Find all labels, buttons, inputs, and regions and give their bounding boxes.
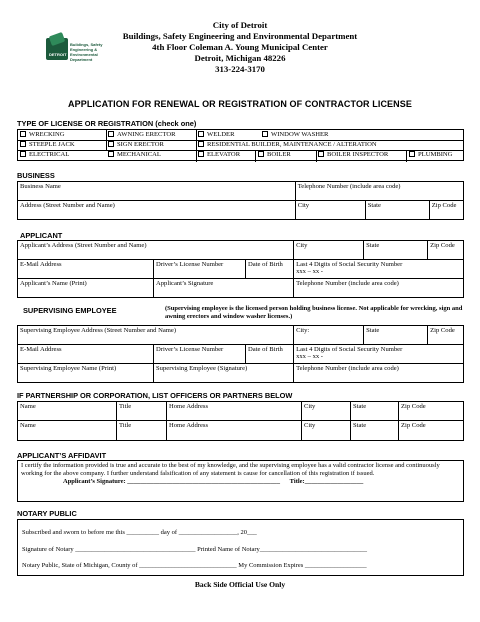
checkbox[interactable] <box>20 131 26 137</box>
applicant-state-field[interactable]: State <box>364 241 428 260</box>
officers-table <box>17 401 464 441</box>
applicant-heading: APPLICANT <box>20 231 63 240</box>
affidavit-signature-row: Applicant’s Signature: _______________________________________________ Title:__________________ <box>63 478 364 485</box>
supervising-heading: SUPERVISING EMPLOYEE <box>23 306 117 315</box>
officer-name-field[interactable]: Name <box>18 421 117 441</box>
checkbox[interactable] <box>409 151 415 157</box>
license-option-electrical[interactable]: ELECTRICAL <box>20 151 69 159</box>
supervising-drivers-license-field[interactable]: Driver’s License Number <box>154 345 246 364</box>
license-option-residential-builder[interactable]: RESIDENTIAL BUILDER, MAINTENANCE / ALTERATION <box>198 141 377 149</box>
footer-note: Back Side Official Use Only <box>194 580 286 589</box>
header-city: City of Detroit <box>212 20 268 30</box>
form-title: APPLICATION FOR RENEWAL OR REGISTRATION OF CONTRACTOR LICENSE <box>68 99 412 109</box>
officer-zip-field[interactable]: Zip Code <box>399 402 464 421</box>
supervising-note: (Supervising employee is the licensed person holding business license. Not applicable for wrecking, sign and awning erectors and window washer licenses.) <box>165 305 463 320</box>
notary-signature-line[interactable]: Signature of Notary _____________________________________ Printed Name of Notary_________________________________ <box>22 546 368 553</box>
checkbox[interactable] <box>198 131 204 137</box>
supervising-telephone-field[interactable]: Telephone Number (include area code) <box>294 364 464 383</box>
business-heading: BUSINESS <box>17 171 55 180</box>
checkbox[interactable] <box>20 151 26 157</box>
license-option-plumbing[interactable]: PLUMBING <box>409 151 452 159</box>
logo-text: Buildings, Safety Engineering & Environmental Department <box>70 42 103 62</box>
table-row <box>18 402 464 421</box>
business-name-field[interactable]: Business Name <box>18 182 296 201</box>
license-option-sign-erector[interactable]: SIGN ERECTOR <box>108 141 164 149</box>
applicant-drivers-license-field[interactable]: Driver’s License Number <box>154 260 246 279</box>
checkbox[interactable] <box>20 141 26 147</box>
license-option-steeple-jack[interactable]: STEEPLE JACK <box>20 141 75 149</box>
supervising-email-field[interactable]: E-Mail Address <box>18 345 154 364</box>
applicant-signature-field[interactable]: Applicant’s Signature <box>154 279 294 298</box>
officer-address-field[interactable]: Home Address <box>167 421 302 441</box>
header-department: Buildings, Safety Engineering and Environmental Department <box>122 31 358 41</box>
header-floor: 4th Floor Coleman A. Young Municipal Center <box>152 42 328 52</box>
applicant-email-field[interactable]: E-Mail Address <box>18 260 154 279</box>
license-option-boiler[interactable]: BOILER <box>258 151 291 159</box>
business-zip-field[interactable]: Zip Code <box>429 201 463 220</box>
license-option-window-washer[interactable]: WINDOW WASHER <box>262 131 328 139</box>
business-address-field[interactable]: Address (Street Number and Name) <box>18 201 296 220</box>
checkbox[interactable] <box>262 131 268 137</box>
business-telephone-field[interactable]: Telephone Number (include area code) <box>295 182 463 201</box>
supervising-table <box>17 325 464 383</box>
business-city-field[interactable]: City <box>295 201 365 220</box>
license-type-box <box>17 129 464 161</box>
checkbox[interactable] <box>108 131 114 137</box>
notary-heading: NOTARY PUBLIC <box>17 509 77 518</box>
license-option-awning-erector[interactable]: AWNING ERECTOR <box>108 131 176 139</box>
business-table <box>17 181 464 220</box>
notary-county-line[interactable]: Notary Public, State of Michigan, County of ______________________________ My Commission Expires ___________________ <box>22 562 367 569</box>
applicant-zip-field[interactable]: Zip Code <box>428 241 464 260</box>
supervising-name-field[interactable]: Supervising Employee Name (Print) <box>18 364 154 383</box>
affidavit-title-line[interactable]: __________________ <box>304 478 364 485</box>
officers-heading: IF PARTNERSHIP OR CORPORATION, LIST OFFICERS OR PARTNERS BELOW <box>17 391 293 400</box>
applicant-table <box>17 240 464 298</box>
applicant-telephone-field[interactable]: Telephone Number (include area code) <box>294 279 464 298</box>
notary-box <box>17 519 464 576</box>
license-type-heading: TYPE OF LICENSE OR REGISTRATION (check one) <box>17 119 197 128</box>
officer-address-field[interactable]: Home Address <box>167 402 302 421</box>
supervising-dob-field[interactable]: Date of Birth <box>246 345 294 364</box>
officer-name-field[interactable]: Name <box>18 402 117 421</box>
license-option-wrecking[interactable]: WRECKING <box>20 131 65 139</box>
license-option-elevator[interactable]: ELEVATOR <box>198 151 240 159</box>
checkbox[interactable] <box>198 151 204 157</box>
officer-title-field[interactable]: Title <box>117 402 167 421</box>
header-address: Detroit, Michigan 48226 <box>194 53 286 63</box>
header-phone: 313-224-3170 <box>215 64 265 74</box>
supervising-city-field[interactable]: City: <box>294 326 364 345</box>
checkbox[interactable] <box>258 151 264 157</box>
officer-state-field[interactable]: State <box>351 421 399 441</box>
affidavit-box <box>17 460 464 502</box>
license-option-welder[interactable]: WELDER <box>198 131 234 139</box>
notary-sworn-line[interactable]: Subscribed and sworn to before me this __________ day of __________________, 20___ <box>22 529 257 536</box>
license-option-mechanical[interactable]: MECHANICAL <box>108 151 161 159</box>
checkbox[interactable] <box>198 141 204 147</box>
applicant-ssn-field[interactable]: Last 4 Digits of Social Security Number xxx – xx - <box>294 260 464 279</box>
officer-city-field[interactable]: City <box>302 421 351 441</box>
officer-title-field[interactable]: Title <box>117 421 167 441</box>
affidavit-text: I certify the information provided is true and accurate to the best of my knowledge, and the supervising employee has a valid contractor license and continuously working for the above company. I further understand falsification of any statement is cause for cancellation of this registration if issued. <box>21 462 440 477</box>
checkbox[interactable] <box>108 141 114 147</box>
business-state-field[interactable]: State <box>365 201 429 220</box>
officer-zip-field[interactable]: Zip Code <box>399 421 464 441</box>
applicant-city-field[interactable]: City <box>294 241 364 260</box>
supervising-address-field[interactable]: Supervising Employee Address (Street Number and Name) <box>18 326 294 345</box>
affidavit-heading: APPLICANT’S AFFIDAVIT <box>17 451 107 460</box>
checkbox[interactable] <box>318 151 324 157</box>
affidavit-signature-line[interactable]: _______________________________________________ <box>127 478 281 485</box>
table-row <box>18 421 464 441</box>
applicant-dob-field[interactable]: Date of Birth <box>246 260 294 279</box>
supervising-ssn-field[interactable]: Last 4 Digits of Social Security Number xxx – xx - <box>294 345 464 364</box>
officer-state-field[interactable]: State <box>351 402 399 421</box>
license-option-boiler-inspector[interactable]: BOILER INSPECTOR <box>318 151 388 159</box>
officer-city-field[interactable]: City <box>302 402 351 421</box>
applicant-name-field[interactable]: Applicant’s Name (Print) <box>18 279 154 298</box>
supervising-zip-field[interactable]: Zip Code <box>428 326 464 345</box>
checkbox[interactable] <box>108 151 114 157</box>
applicant-address-field[interactable]: Applicant’s Address (Street Number and Name) <box>18 241 294 260</box>
supervising-state-field[interactable]: State <box>364 326 428 345</box>
logo-emblem-icon: DETROIT <box>46 38 68 60</box>
supervising-signature-field[interactable]: Supervising Employee (Signature) <box>154 364 294 383</box>
